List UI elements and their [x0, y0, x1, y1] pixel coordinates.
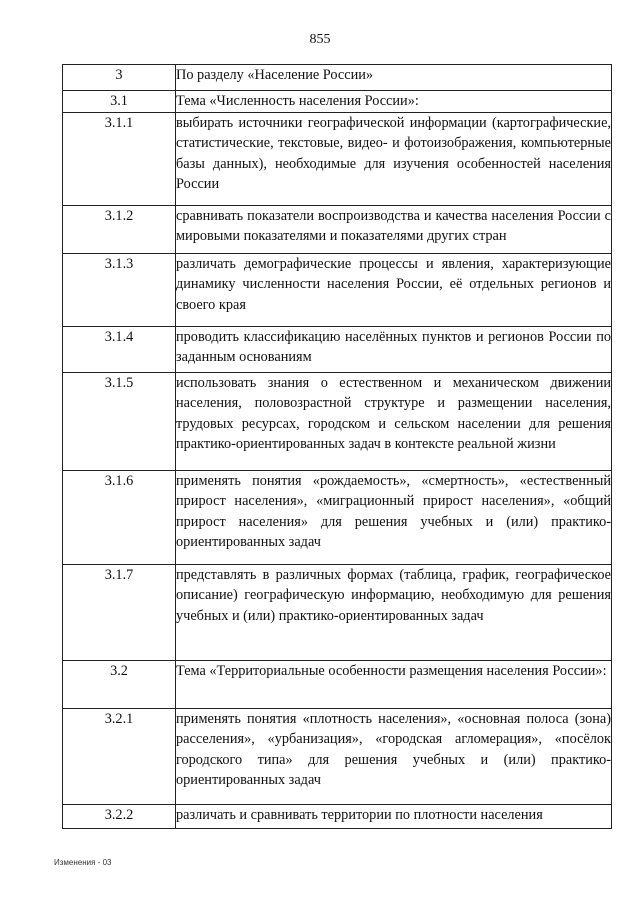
row-text: применять понятия «рождаемость», «смертность», «естественный прирост населения», «миграционный прирост населения», «общий прирост населения» для решения учебных и (или) практико-ориентированных задач: [176, 470, 612, 564]
revision-note: Изменения - 03: [54, 858, 112, 867]
row-code: 3.2.2: [63, 804, 176, 828]
row-code: 3: [63, 65, 176, 91]
row-text: Тема «Территориальные особенности размещения населения России»:: [176, 660, 612, 708]
row-code: 3.1.4: [63, 326, 176, 372]
table-row: [63, 326, 612, 372]
table-row: [63, 91, 612, 113]
row-code: 3.1.5: [63, 372, 176, 470]
row-code: 3.1: [63, 91, 176, 113]
table-row: [63, 804, 612, 828]
row-text: различать демографические процессы и явления, характеризующие динамику численности населения России, её отдельных регионов и своего края: [176, 253, 612, 326]
row-text: различать и сравнивать территории по плотности населения: [176, 804, 612, 828]
table-row: [63, 112, 612, 205]
table-row: [63, 253, 612, 326]
row-code: 3.1.6: [63, 470, 176, 564]
row-text: использовать знания о естественном и механическом движении населения, половозрастной структуре и размещении населения, трудовых ресурсах, городском и сельском населении для решения практико-ориентированных задач в контексте реальной жизни: [176, 372, 612, 470]
page-number: 855: [309, 32, 331, 47]
row-text: выбирать источники географической информации (картографические, статистические, текстовые, видео- и фотоизображения, компьютерные базы данных), необходимые для изучения особенностей населения России: [176, 112, 612, 205]
table-row: [63, 65, 612, 91]
row-text: применять понятия «плотность населения», «основная полоса (зона) расселения», «урбанизация», «городская агломерация», «посёлок городского типа» для решения учебных и (или) практико-ориентированных задач: [176, 708, 612, 804]
row-code: 3.1.3: [63, 253, 176, 326]
table-row: [63, 372, 612, 470]
row-text: проводить классификацию населённых пунктов и регионов России по заданным основаниям: [176, 326, 612, 372]
row-text: По разделу «Население России»: [176, 65, 612, 91]
table-row: [63, 708, 612, 804]
table-row: [63, 564, 612, 660]
competencies-table: [62, 64, 612, 829]
row-code: 3.1.1: [63, 112, 176, 205]
row-code: 3.2.1: [63, 708, 176, 804]
table-row: [63, 205, 612, 253]
row-code: 3.1.2: [63, 205, 176, 253]
row-text: представлять в различных формах (таблица, график, географическое описание) географическую информацию, необходимую для решения учебных и (или) практико-ориентированных задач: [176, 564, 612, 660]
row-text: Тема «Численность населения России»:: [176, 91, 612, 113]
table-row: [63, 470, 612, 564]
row-text: сравнивать показатели воспроизводства и качества населения России с мировыми показателями и показателями других стран: [176, 205, 612, 253]
row-code: 3.2: [63, 660, 176, 708]
row-code: 3.1.7: [63, 564, 176, 660]
table-row: [63, 660, 612, 708]
